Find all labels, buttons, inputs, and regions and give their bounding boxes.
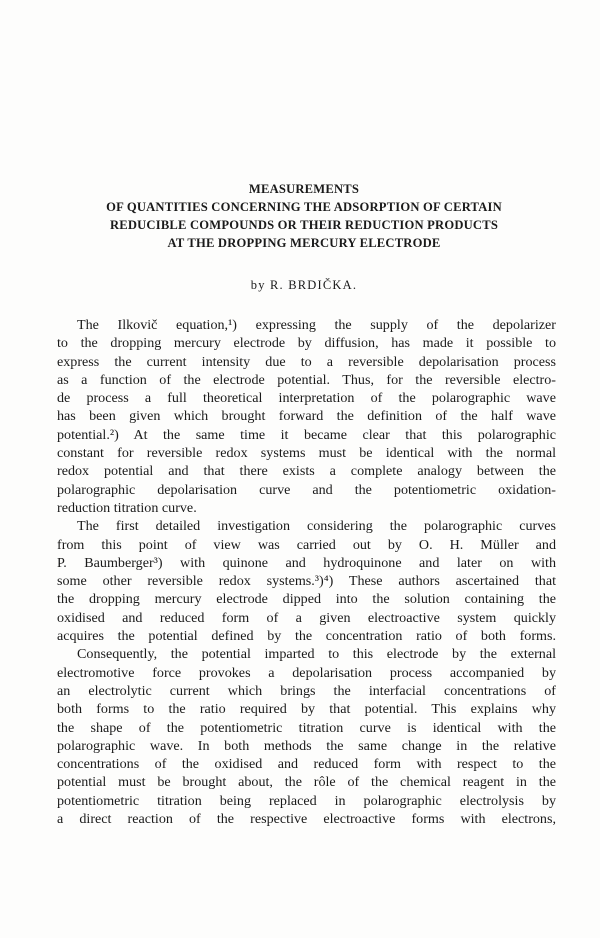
text-line: to the dropping mercury electrode by diffusion, has made it possible to [57,335,556,352]
text-line: constant for reversible redox systems must be identical with the normal [57,445,556,462]
title-line: OF QUANTITIES CONCERNING THE ADSORPTION OF CERTAIN [106,200,502,214]
text-line: concentrations of the oxidised and reduced form with respect to the [57,756,556,773]
text-line: oxidised and reduced form of a given electroactive system quickly [57,609,556,626]
text-line: acquires the potential defined by the concentration ratio of both forms. [57,628,556,645]
text-line: from this point of view was carried out by O. H. Müller and [57,536,556,553]
text-line: potential must be brought about, the rôle of the chemical reagent in the [57,774,556,791]
text-line: potential.²) At the same time it became clear that this polarographic [57,426,556,443]
paragraph-1 [57,316,556,517]
text-line: The first detailed investigation considering the polarographic curves [77,518,556,535]
text-line: reduction titration curve. [57,499,197,516]
text-line: the dropping mercury electrode dipped into the solution containing the [57,591,556,608]
body-text [57,316,556,828]
text-line: polarographic depolarisation curve and the potentiometric oxidation- [57,481,556,498]
text-line: P. Baumberger³) with quinone and hydroquinone and later on with [57,554,556,571]
text-line: as a function of the electrode potential. Thus, for the reversible electro- [57,371,556,388]
paragraph-3 [57,645,556,828]
text-line: an electrolytic current which brings the interfacial concentrations of [57,682,556,699]
article-title [60,180,548,252]
title-line: MEASUREMENTS [248,182,360,196]
text-line: polarographic wave. In both methods the same change in the relative [57,737,556,754]
title-line: REDUCIBLE COMPOUNDS OR THEIR REDUCTION PRODUCTS [109,218,499,232]
text-line: Consequently, the potential imparted to this electrode by the external [77,646,556,663]
text-line: a direct reaction of the respective electroactive forms with electrons, [57,811,556,828]
author-byline: by R. BRDIČKA. [250,278,358,292]
text-line: some other reversible redox systems.³)⁴) These authors ascertained that [57,573,556,590]
text-line: redox potential and that there exists a complete analogy between the [57,463,556,480]
paragraph-2 [57,517,556,645]
title-line: AT THE DROPPING MERCURY ELECTRODE [167,236,441,250]
text-line: de process a full theoretical interpretation of the polarographic wave [57,390,556,407]
text-line: The Ilkovič equation,¹) expressing the supply of the depolarizer [77,317,556,333]
text-line: electromotive force provokes a depolarisation process accompanied by [57,664,556,681]
text-line: the shape of the potentiometric titration curve is identical with the [57,719,556,736]
text-line: potentiometric titration being replaced in polarographic electrolysis by [57,792,556,809]
text-line: both forms to the ratio required by that potential. This explains why [57,701,556,718]
text-line: express the current intensity due to a reversible depolarisation process [57,353,556,370]
text-line: has been given which brought forward the definition of the half wave [57,408,556,425]
